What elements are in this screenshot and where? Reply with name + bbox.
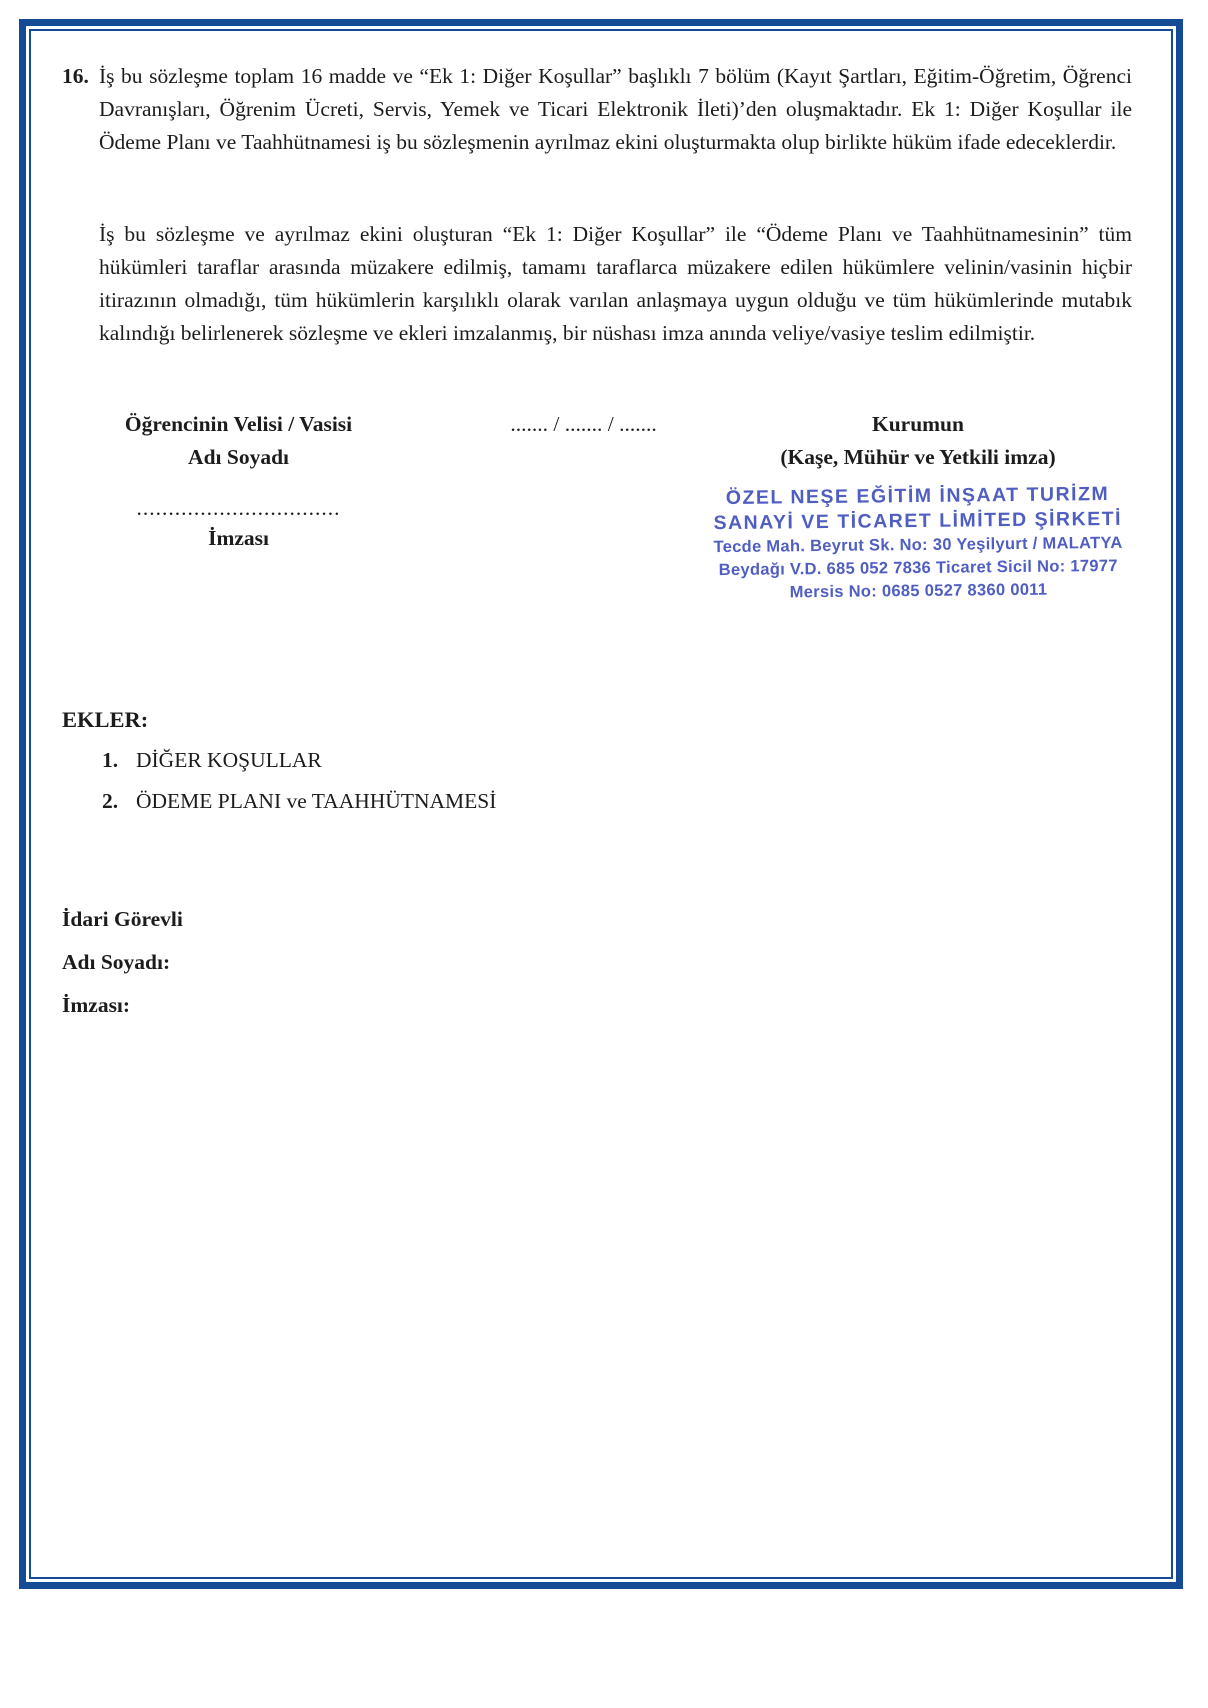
page-border — [19, 19, 1183, 1589]
clause-16 — [62, 60, 1132, 159]
attachment-item — [62, 785, 1132, 818]
page-content — [40, 38, 1162, 1570]
attachment-1-label: DİĞER KOŞULLAR — [136, 748, 322, 772]
attachment-2-label: ÖDEME PLANI ve TAAHHÜTNAMESİ — [136, 789, 497, 813]
closing-paragraph: İş bu sözleşme ve ayrılmaz ekini oluşturan “Ek 1: Diğer Koşullar” ile “Ödeme Planı ve Taahhütnamesinin” tüm hükümleri taraflar arasında müzakere edilmiş, tamamı taraflarca müzakere edilen hükümlere velinin/vasinin hiçbir itirazının olmadığı, tüm hükümlerin karşılıklı olarak varılan anlaşmaya uygun olduğu ve tüm hükümlerinde mutabık kalındığı belirlenerek sözleşme ve ekleri imzalanmış, bir nüshası imza anında veliye/vasiye teslim edilmiştir. — [99, 222, 1132, 345]
attachment-1-number: 1. — [102, 748, 119, 772]
official-title: İdari Görevli — [62, 907, 183, 931]
official-section — [62, 898, 1132, 1027]
clause-16-number: 16. — [62, 64, 89, 88]
date-column — [415, 408, 704, 603]
company-stamp — [703, 482, 1132, 605]
guardian-subtitle: Adı Soyadı — [188, 445, 290, 469]
date-placeholder: ....... / ....... / ....... — [510, 412, 657, 436]
guardian-title: Öğrencinin Velisi / Vasisi — [124, 412, 353, 436]
clause-16-text: İş bu sözleşme toplam 16 madde ve “Ek 1: Diğer Koşullar” başlıklı 7 bölüm (Kayıt Şartları, Eğitim-Öğretim, Öğrenci Davranışları, Öğrenim Ücreti, Servis, Yemek ve Ticari Elektronik İleti)’den oluşmaktadır. Ek 1: Diğer Koşullar ile Ödeme Planı ve Taahhütnamesi iş bu sözleşmenin ayrılmaz ekini oluşturmakta olup birlikte hüküm ifade edeceklerdir. — [99, 64, 1132, 154]
stamp-company-name-line2: SANAYİ VE TİCARET LİMİTED ŞİRKETİ — [713, 507, 1123, 535]
attachment-item — [62, 744, 1132, 777]
attachments-heading: EKLER: — [62, 707, 149, 732]
stamp-mersis-line: Mersis No: 0685 0527 8360 0011 — [789, 580, 1048, 602]
official-name-label: Adı Soyadı: — [62, 950, 171, 974]
signature-block — [62, 408, 1132, 603]
attachments-list — [62, 744, 1132, 818]
stamp-address-line: Tecde Mah. Beyrut Sk. No: 30 Yeşilyurt / MALATYA — [713, 533, 1123, 557]
institution-title: Kurumun — [871, 412, 964, 436]
guardian-signature-column — [62, 408, 415, 603]
guardian-signature-label: İmzası — [208, 526, 269, 550]
institution-signature-column — [704, 408, 1132, 603]
stamp-tax-registry-line: Beydağı V.D. 685 052 7836 Ticaret Sicil No: 17977 — [718, 556, 1118, 580]
attachment-2-number: 2. — [102, 789, 119, 813]
attachments-section — [62, 703, 1132, 818]
institution-subtitle: (Kaşe, Mühür ve Yetkili imza) — [780, 445, 1056, 469]
official-signature-label: İmzası: — [62, 993, 131, 1017]
guardian-signature-line: ................................ — [136, 496, 341, 520]
stamp-company-name-line1: ÖZEL NEŞE EĞİTİM İNŞAAT TURİZM — [725, 482, 1110, 510]
